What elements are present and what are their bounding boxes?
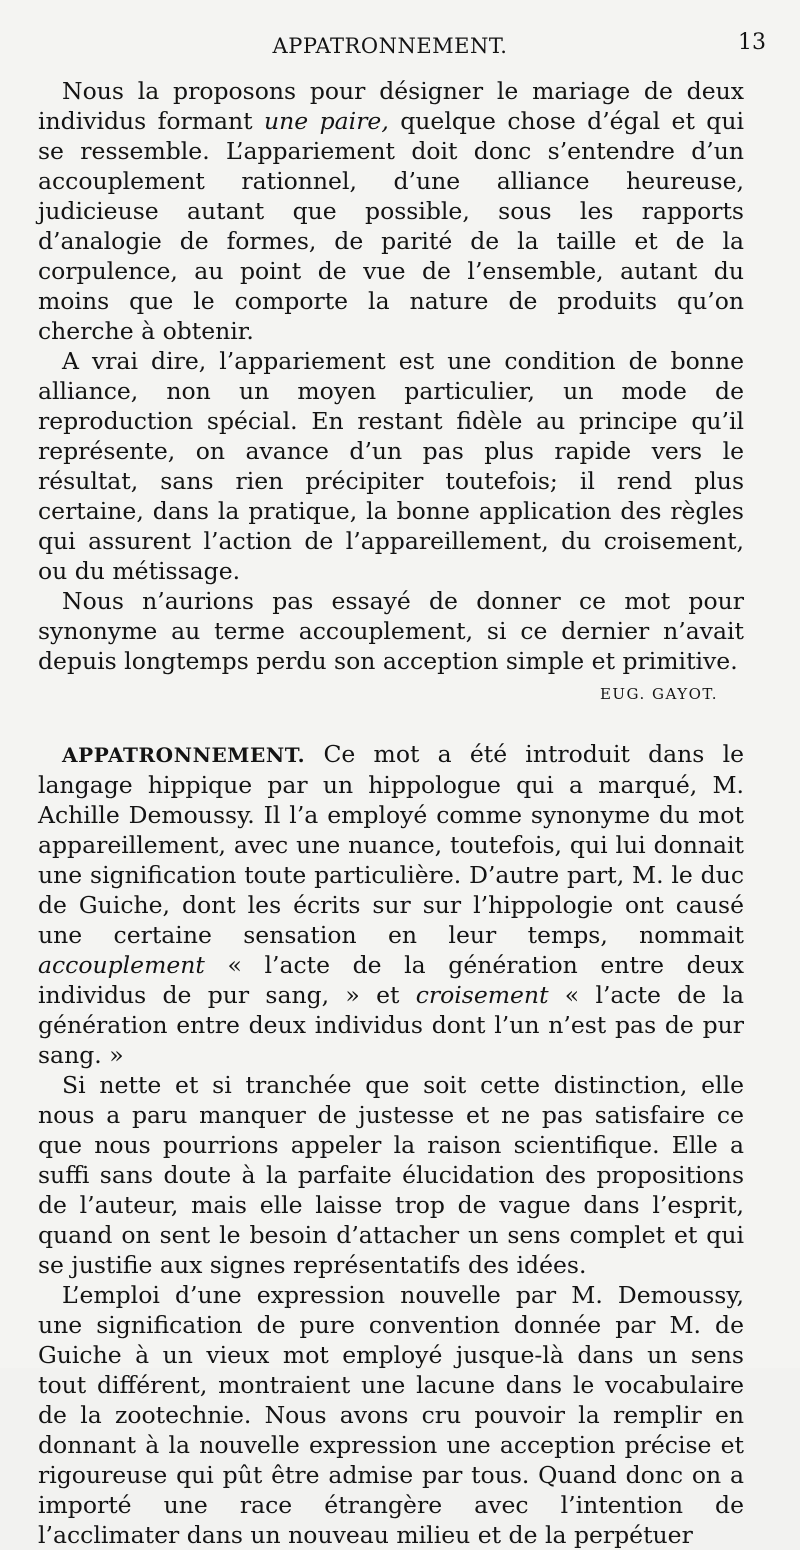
entry-p1-c: « l’acte de la génération entre deux individus dont l’un n’est pas de pur sang. » <box>38 981 744 1069</box>
article-separator <box>38 709 744 739</box>
running-title: APPATRONNEMENT. <box>272 34 508 58</box>
page-number: 13 <box>738 30 766 55</box>
entry-p1-italic-croisement: croisement <box>415 981 549 1009</box>
italic-phrase: une paire, <box>264 107 389 135</box>
author-signature: EUG. GAYOT. <box>599 685 718 703</box>
entry-paragraph-2: Si nette et si tranchée que soit cette distinction, elle nous a paru manquer de justesse et ne pas satisfaire ce que nous pourrions appeler la raison scientifique. Elle a suffi sans doute à la parfaite élucidation des propositions de l’auteur, mais elle laisse trop de vague dans l’esprit, quand on sent le besoin d’attacher un sens complet et qui se justifie aux signes représentatifs des idées. <box>38 1071 744 1279</box>
paragraph-1-rest: quelque chose d’égal et qui se ressemble. L’appariement doit donc s’entendre d’un accouplement rationnel, d’une alliance heureuse, judicieuse autant que possible, sous les rapports d’analogie de formes, de parité de la taille et de la corpulence, au point de vue de l’ensemble, autant du moins que le comporte la nature de produits qu’on cherche à obtenir. <box>38 107 745 345</box>
entry-p1-italic-accouplement: accouplement <box>38 951 205 979</box>
entry-p1-a: Ce mot a été introduit dans le langage hippique par un hippologue qui a marqué, M. Achille Demoussy. Il l’a employé comme synonyme du mot appareillement, avec une nuance, toutefois, qui lui donnait une signification toute particulière. D’autre part, M. le duc de Guiche, dont les écrits sur sur l’hippologie ont causé une certaine sensation en leur temps, nommait <box>38 740 744 949</box>
paragraph-2: A vrai dire, l’appariement est une condition de bonne alliance, non un moyen particulier, un mode de reproduction spécial. En restant fidèle au principe qu’il représente, on avance d’un pas plus rapide vers le résultat, sans rien précipiter toutefois; il rend plus certaine, dans la pratique, la bonne application des règles qui assurent l’action de l’appareillement, du croisement, ou du métissage. <box>38 347 744 585</box>
entry-paragraph-3: L’emploi d’une expression nouvelle par M. Demoussy, une signification de pure convention donnée par M. de Guiche à un vieux mot employé jusque-là dans un sens tout différent, montraient une lacune dans le vocabulaire de la zootechnie. Nous avons cru pouvoir la remplir en donnant à la nouvelle expression une acception précise et rigoureuse qui pût être admise par tous. Quand donc on a importé une race étrangère avec l’intention de l’acclimater dans un nouveau milieu et de la perpétuer <box>38 1281 744 1549</box>
paragraph-1-start: Nous la proposons pour désigner le mariage de deux individus formant <box>38 77 744 135</box>
entry-paragraph-1 <box>38 739 744 1070</box>
paragraph-3 <box>38 586 744 709</box>
paragraph-1 <box>38 76 744 346</box>
entry-p1-b: « l’acte de la génération entre deux individus de pur sang, » et <box>38 951 744 1009</box>
running-head <box>0 30 800 64</box>
entry-headword: APPATRONNEMENT. <box>62 743 306 767</box>
paragraph-3-text: Nous n’aurions pas essayé de donner ce mot pour synonyme au terme accouplement, si ce dernier n’avait depuis longtemps perdu son acception simple et primitive. <box>38 587 744 675</box>
body-text <box>38 76 744 1550</box>
